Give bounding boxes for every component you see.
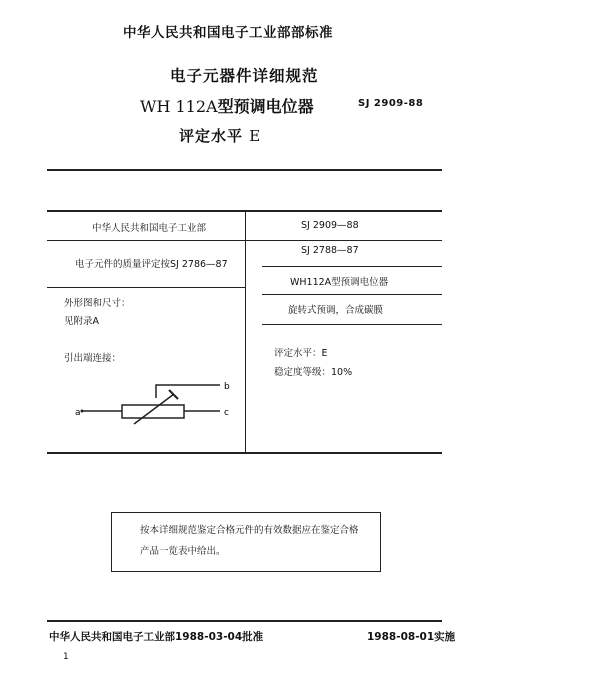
terminal-b-label: b xyxy=(224,382,230,392)
standard-number: SJ 2909-88 xyxy=(358,98,424,109)
qualification-note-line2: 产品一览表中给出。 xyxy=(140,546,226,557)
product-title: 型预调电位器 xyxy=(217,97,314,116)
page-number: 1 xyxy=(63,652,69,662)
terminal-connection-label: 引出端连接： xyxy=(64,353,122,364)
document-title-line3 xyxy=(179,125,261,146)
adjust-arrow xyxy=(134,394,174,424)
table-column-divider xyxy=(245,210,246,453)
stability-grade: 稳定度等级：10% xyxy=(274,367,353,378)
rule-footer xyxy=(47,620,442,622)
issuer-heading: 中华人民共和国电子工业部部标准 xyxy=(123,25,333,41)
terminal-a-label: a xyxy=(75,408,81,418)
spec-number: SJ 2909—88 xyxy=(301,220,359,231)
outline-reference: 见附录A xyxy=(64,316,99,327)
assessment-level-title: 评定水平 xyxy=(179,127,244,145)
product-type: 旋转式预调，合成碳膜 xyxy=(288,305,384,316)
potentiometer-schematic xyxy=(70,375,245,430)
rule-left-split xyxy=(47,287,245,288)
qualification-note-line1: 按本详细规范鉴定合格元件的有效数据应在鉴定合格 xyxy=(140,525,359,536)
product-name: WH112A型预调电位器 xyxy=(290,277,389,288)
effective-date: 1988-08-01实施 xyxy=(367,631,456,643)
wiper-lead-b xyxy=(156,385,220,398)
assessment-level-letter: E xyxy=(249,127,262,145)
model-number: WH 112A xyxy=(140,97,218,116)
generic-spec-reference: 电子元件的质量评定按SJ 2786—87 xyxy=(75,259,228,270)
outline-label: 外形图和尺寸： xyxy=(64,298,131,309)
terminal-c-label: c xyxy=(224,408,229,418)
resistor-body xyxy=(122,405,184,418)
qualification-note-box xyxy=(111,512,381,572)
terminal-a-dot xyxy=(81,410,84,413)
approval-date: 中华人民共和国电子工业部1988-03-04批准 xyxy=(49,631,264,643)
rule-right-split3 xyxy=(262,324,442,325)
document-title-line2 xyxy=(140,94,314,117)
ministry-name: 中华人民共和国电子工业部 xyxy=(92,223,207,234)
rule-right-split2 xyxy=(262,294,442,295)
rule-right-split1 xyxy=(262,266,442,267)
rule-top xyxy=(47,169,442,171)
assessment-level: 评定水平：E xyxy=(274,348,328,359)
document-title-line1: 电子元器件详细规范 xyxy=(170,67,319,85)
sectional-spec-number: SJ 2788—87 xyxy=(301,245,359,256)
